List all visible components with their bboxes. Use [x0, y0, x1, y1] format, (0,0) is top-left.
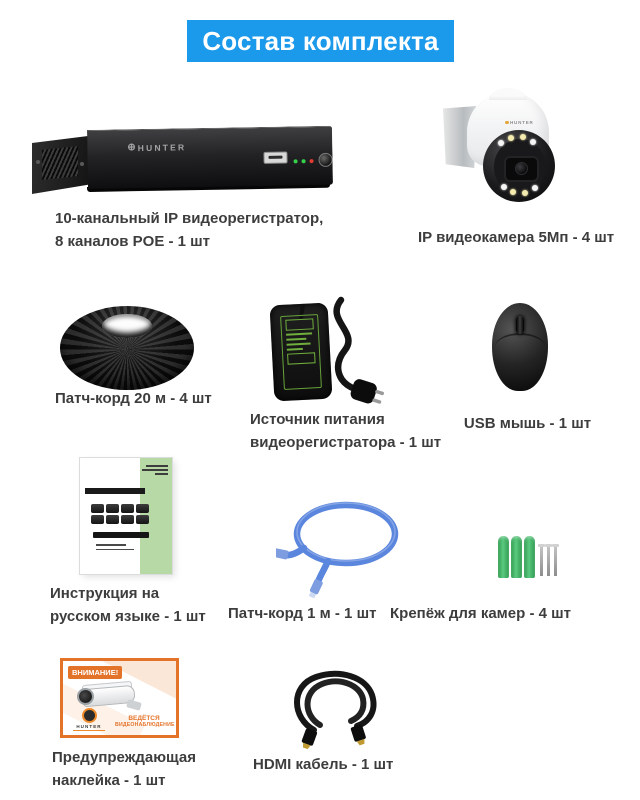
camera-led-icon	[522, 190, 528, 196]
sticker-attention-badge: ВНИМАНИЕ!	[68, 666, 122, 679]
psu-power-cord	[325, 292, 395, 404]
led-indicator-icon	[294, 159, 298, 163]
led-indicator-icon	[310, 159, 314, 163]
manual-camera-thumb	[91, 515, 104, 524]
usb-port-slot	[268, 155, 282, 158]
camera-top-cap	[489, 88, 527, 100]
sticker-brand-underline	[73, 730, 105, 731]
screw-icon	[547, 544, 550, 576]
camera-lens	[504, 156, 539, 182]
psu-label-line	[286, 338, 306, 341]
hunter-logo-icon	[82, 708, 97, 723]
screw-head	[538, 544, 545, 547]
hdmi-connector-icon	[300, 728, 318, 750]
camera-led-icon	[508, 135, 514, 141]
manual-camera-grid	[91, 504, 155, 524]
cable-coil-hole	[102, 314, 152, 338]
manual-title-bar	[85, 488, 145, 494]
nvr-label: 10-канальный IP видеорегистратор, 8 каналов POE - 1 шт	[55, 210, 324, 250]
screw-head	[545, 544, 552, 547]
psu-label-line	[287, 348, 303, 351]
manual-footer-text	[96, 544, 134, 553]
mouse-scroll-wheel	[516, 316, 524, 334]
patch-cord-20m-label: Патч-корд 20 м - 4 шт	[55, 390, 212, 407]
nvr-image	[32, 130, 332, 198]
manual-label: Инструкция на русском языке - 1 шт	[50, 585, 206, 625]
nvr-brand	[127, 141, 186, 153]
manual-text-line	[146, 465, 168, 467]
hdmi-cable-image	[282, 664, 398, 750]
camera-led-icon	[501, 184, 507, 190]
psu-spec-label	[280, 314, 322, 390]
sticker-cctv-text: ВЕДЁТСЯ ВИДЕОНАБЛЮДЕНИЕ	[115, 715, 175, 728]
rj45-connector-icon	[307, 578, 323, 598]
cable-coil-image	[60, 306, 194, 390]
manual-nvr-thumb	[93, 532, 149, 538]
camera-lens-ball	[483, 130, 555, 202]
nvr-brand-text: HUNTER	[137, 141, 187, 153]
sticker-brand-logo	[69, 708, 109, 731]
mouse-label: USB мышь - 1 шт	[463, 415, 592, 432]
camera-led-icon	[498, 140, 504, 146]
manual-text-line	[96, 549, 134, 551]
manual-image	[80, 458, 172, 574]
usb-port-icon	[263, 152, 287, 164]
camera-brand	[505, 120, 534, 125]
wall-anchor-icon	[524, 536, 535, 578]
usb-mouse-image	[492, 303, 548, 391]
psu-label-line	[287, 342, 311, 345]
mounting-kit-label: Крепёж для камер - 4 шт	[390, 605, 571, 622]
screw-icon	[554, 544, 557, 576]
warning-sticker-label: Предупреждающая наклейка - 1 шт	[52, 749, 196, 789]
camera-led-icon	[510, 189, 516, 195]
camera-label: IP видеокамера 5Мп - 4 шт	[418, 229, 615, 246]
camera-brand-text: HUNTER	[510, 120, 534, 125]
camera-led-icon	[532, 185, 538, 191]
hunter-logo-icon	[505, 121, 509, 125]
sticker-camera-mount	[126, 699, 142, 711]
psu-label: Источник питания видеорегистратора - 1 шт	[250, 411, 442, 451]
psu-brick	[270, 303, 333, 402]
screw-head	[552, 544, 559, 547]
camera-led-icon	[530, 139, 536, 145]
manual-text-line	[155, 473, 168, 475]
psu-label-box	[285, 318, 314, 330]
manual-camera-thumb	[106, 504, 119, 513]
patch-cord-1m-image	[276, 498, 408, 598]
ip-camera-image	[443, 90, 567, 210]
nvr-vent-grille	[42, 146, 78, 180]
rj45-connector-icon	[276, 547, 289, 560]
sticker-brand-text: HUNTER	[76, 724, 102, 729]
warning-sticker-image	[60, 658, 179, 738]
page-title: Состав комплекта	[187, 20, 454, 62]
manual-cover-header-text	[142, 465, 168, 477]
manual-text-line	[142, 469, 168, 471]
power-supply-image	[270, 292, 398, 404]
wall-anchor-icon	[511, 536, 522, 578]
manual-camera-thumb	[121, 515, 134, 524]
screw-icon	[540, 544, 543, 576]
hdmi-connector-icon	[350, 724, 367, 746]
hunter-logo-icon: ⊕	[127, 142, 136, 154]
psu-label-line	[286, 332, 312, 335]
camera-led-icon	[520, 134, 526, 140]
psu-label-box	[287, 352, 316, 364]
screw-icon	[80, 162, 84, 166]
manual-camera-thumb	[121, 504, 134, 513]
ir-sensor-icon	[318, 153, 332, 167]
manual-camera-thumb	[136, 515, 149, 524]
camera-lens-glass	[515, 162, 528, 175]
hdmi-cable-label: HDMI кабель - 1 шт	[253, 756, 394, 773]
nvr-side-panel	[32, 136, 88, 194]
mounting-kit-image	[498, 536, 558, 578]
led-indicator-icon	[302, 159, 306, 163]
manual-camera-thumb	[106, 515, 119, 524]
manual-text-line	[96, 544, 126, 546]
wall-anchor-icon	[498, 536, 509, 578]
manual-camera-thumb	[136, 504, 149, 513]
patch-cord-1m-label: Патч-корд 1 м - 1 шт	[228, 605, 377, 622]
screw-icon	[36, 160, 40, 164]
nvr-front-panel	[87, 126, 333, 189]
manual-camera-thumb	[91, 504, 104, 513]
